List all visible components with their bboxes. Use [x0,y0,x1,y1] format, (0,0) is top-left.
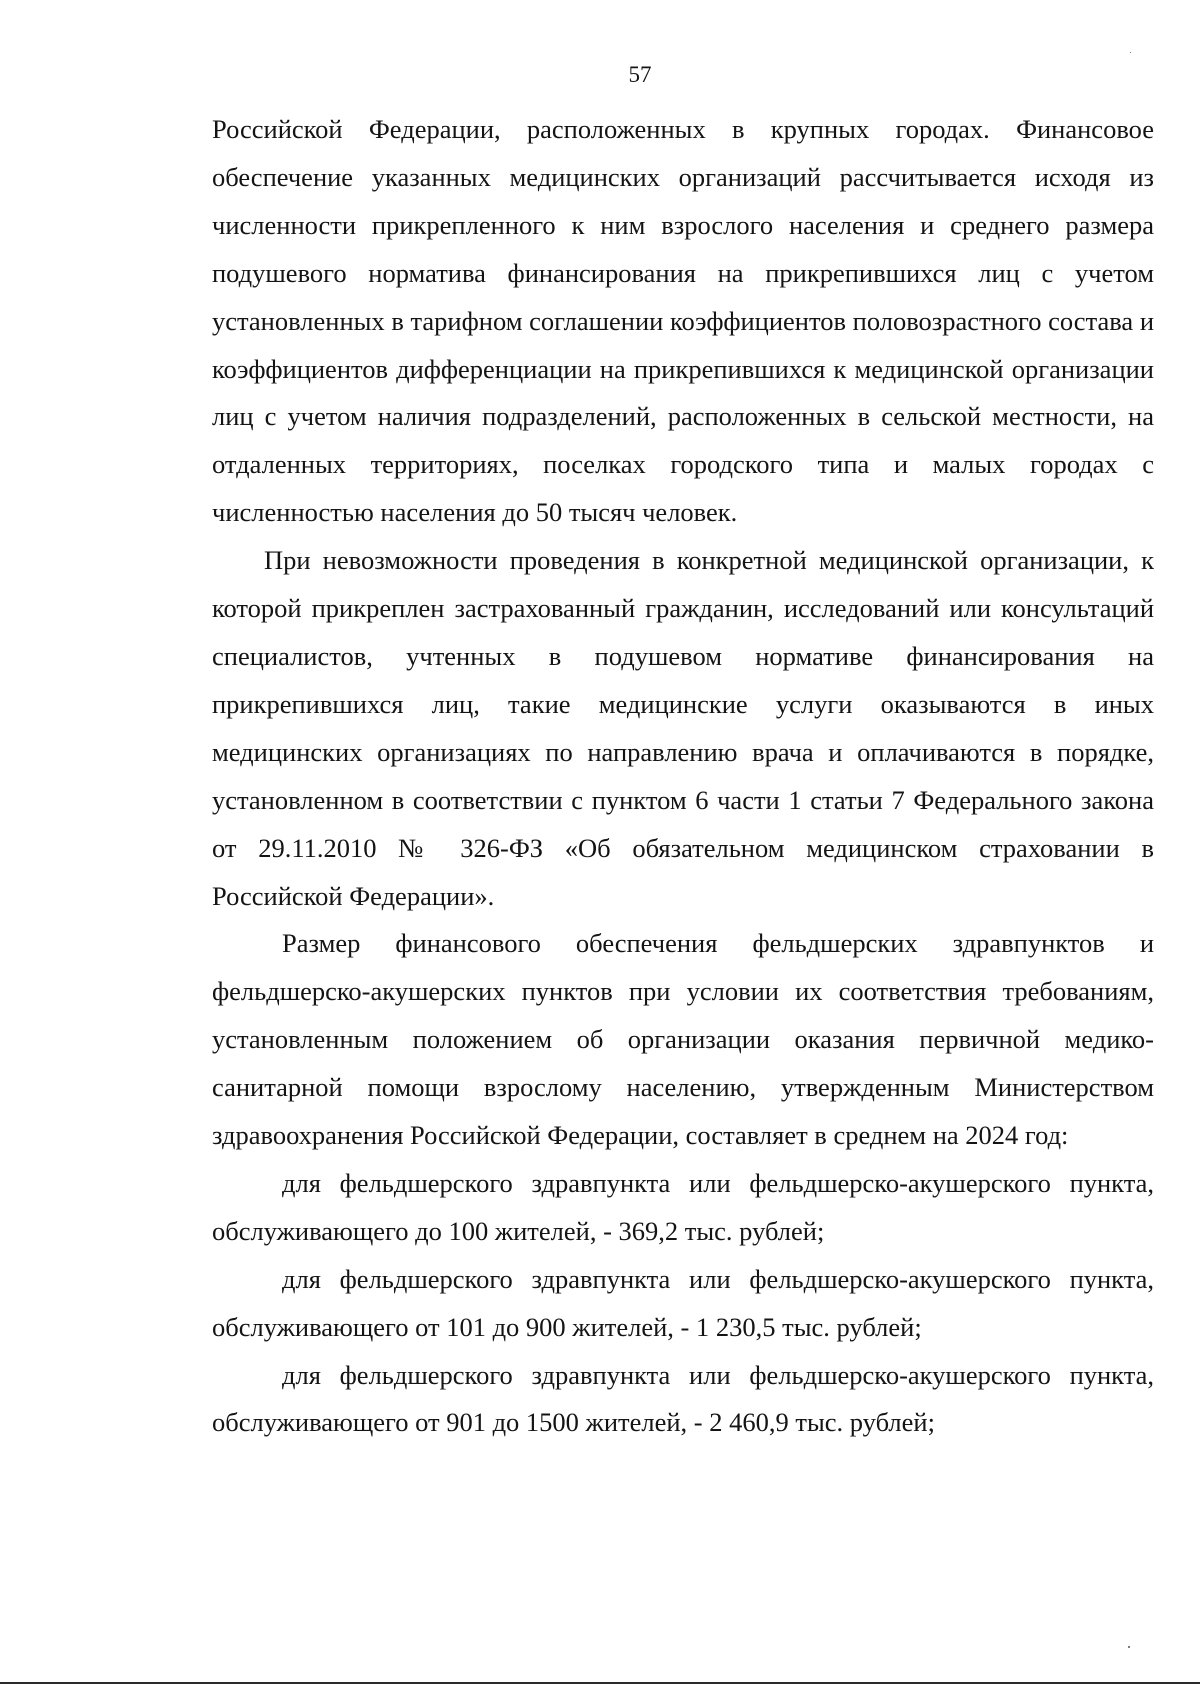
document-body [212,106,1154,1447]
scan-speck [1130,52,1131,53]
page-number: 57 [628,62,652,87]
paragraph-referral-services: При невозможности проведения в конкретной медицинской организации, к которой прикреплен застрахованный гражданин, исследований или консультаций специалистов, учтенных в подушевом нормативе финансирования на прикрепившихся лиц, такие медицинские услуги оказываются в иных медицинских организациях по направлению врача и оплачиваются в порядке, установленном в соответствии с пунктом 6 части 1 статьи 7 Федерального закона от 29.11.2010 № 326-ФЗ «Об обязательном медицинском страховании в Российской Федерации». [212,545,1154,911]
list-item-up-to-100: для фельдшерского здравпункта или фельдшерско-акушерского пункта, обслуживающего до 100 жителей, - 369,2 тыс. рублей; [212,1167,1154,1246]
list-item-901-to-1500: для фельдшерского здравпункта или фельдшерско-акушерского пункта, обслуживающего от 901 до 1500 жителей, - 2 460,9 тыс. рублей; [212,1359,1154,1438]
scan-speck [1128,1646,1130,1648]
list-item-101-to-900: для фельдшерского здравпункта или фельдшерско-акушерского пункта, обслуживающего от 101 до 900 жителей, - 1 230,5 тыс. рублей; [212,1263,1154,1342]
scan-edge-line [0,1682,1200,1684]
paragraph-financing-size: Размер финансового обеспечения фельдшерских здравпунктов и фельдшерско-акушерских пунктов при условии их соответствия требованиям, установленным положением об организации оказания первичной медико-санитарной помощи взрослому населению, утвержденным Министерством здравоохранения Российской Федерации, составляет в среднем на 2024 год: [212,928,1154,1151]
paragraph-continuation: Российской Федерации, расположенных в крупных городах. Финансовое обеспечение указанных медицинских организаций рассчитывается исходя из численности прикрепленного к ним взрослого населения и среднего размера подушевого норматива финансирования на прикрепившихся лиц с учетом установленных в тарифном соглашении коэффициентов половозрастного состава и коэффициентов дифференциации на прикрепившихся к медицинской организации лиц с учетом наличия подразделений, расположенных в сельской местности, на отдаленных территориях, поселках городского типа и малых городах с численностью населения до 50 тысяч человек. [212,114,1154,528]
